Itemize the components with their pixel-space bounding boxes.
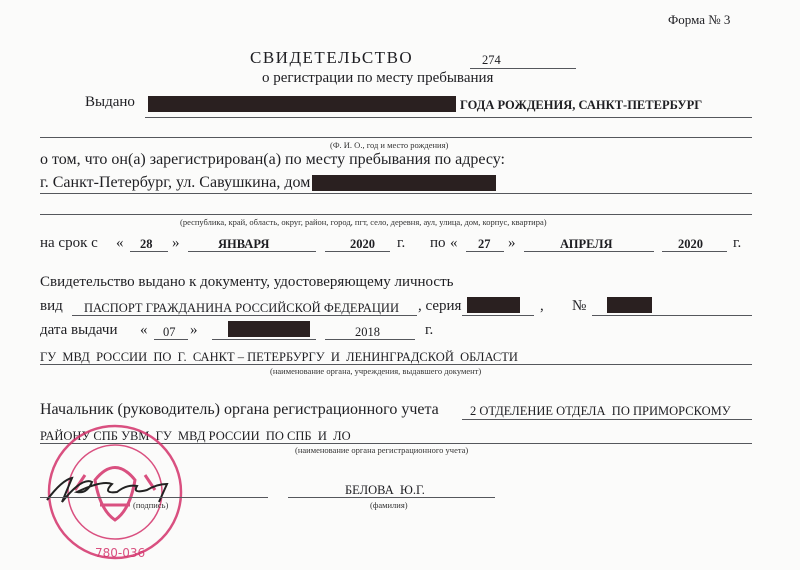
address-row: [40, 175, 496, 191]
issued-to-line-2: [40, 137, 752, 138]
to-day: 27: [478, 237, 491, 251]
address-line: [40, 193, 752, 194]
official-surname: БЕЛОВА Ю.Г.: [345, 483, 425, 497]
document-title: СВИДЕТЕЛЬСТВО: [250, 48, 414, 67]
from-day: 28: [140, 237, 153, 251]
to-month-line: [524, 251, 654, 252]
address-line-2: [40, 214, 752, 215]
series-line: [462, 315, 534, 316]
issue-date-label: дата выдачи: [40, 322, 118, 338]
issued-to-line: [145, 117, 752, 118]
address-value: г. Санкт-Петербург, ул. Савушкина, дом: [40, 174, 311, 191]
year-suffix: г.: [397, 235, 406, 251]
form-number: Форма № 3: [668, 12, 731, 27]
redacted-series: [467, 297, 520, 313]
number-line: [592, 315, 752, 316]
document-intro: Свидетельство выдано к документу, удостоверяющему личность: [40, 274, 454, 290]
to-label: по: [430, 235, 446, 251]
from-month: ЯНВАРЯ: [218, 237, 270, 251]
svg-text:780-036: 780-036: [95, 546, 146, 560]
issue-year-line: [325, 339, 415, 340]
to-year: 2020: [678, 237, 703, 251]
issuer-line: [40, 364, 752, 365]
from-year-line: [325, 251, 390, 252]
year-suffix: г.: [425, 322, 434, 338]
series-label: , серия: [418, 298, 462, 314]
address-caption: (республика, край, область, округ, район, город, пгт, село, деревня, аул, улица, дом, корпус, квартира): [180, 217, 547, 227]
issued-to-label: Выдано: [85, 94, 135, 110]
period-label: на срок с: [40, 235, 98, 251]
authority-value-1: 2 ОТДЕЛЕНИЕ ОТДЕЛА ПО ПРИМОРСКОМУ: [470, 404, 731, 418]
from-day-line: [130, 251, 168, 252]
to-month: АПРЕЛЯ: [560, 237, 613, 251]
from-month-line: [188, 251, 316, 252]
issued-to-suffix: ГОДА РОЖДЕНИЯ, САНКТ-ПЕТЕРБУРГ: [460, 98, 703, 112]
issue-year: 2018: [355, 325, 380, 339]
year-suffix: г.: [733, 235, 742, 251]
comma: ,: [540, 298, 544, 314]
authority-value-2: РАЙОНУ СПБ УВМ ГУ МВД РОССИИ ПО СПБ И ЛО: [40, 429, 351, 443]
number-label: №: [572, 298, 587, 314]
signature-line: [40, 497, 268, 498]
from-year: 2020: [350, 237, 375, 251]
document-type-line: [72, 315, 417, 316]
signature-caption: (подпись): [133, 500, 169, 510]
to-day-line: [466, 251, 504, 252]
issue-day: 07: [163, 325, 176, 339]
authority-line-1: [462, 419, 752, 420]
quote-open: «: [116, 235, 124, 251]
issuer-caption: (наименование органа, учреждения, выдавшего документ): [270, 366, 482, 376]
surname-caption: (фамилия): [370, 500, 408, 510]
redacted-issue-month: [228, 321, 310, 337]
redacted-house: [312, 175, 496, 191]
quote-close: »: [190, 322, 198, 338]
issuer: ГУ МВД РОССИИ ПО Г. САНКТ – ПЕТЕРБУРГУ И ЛЕНИНГРАДСКОЙ ОБЛАСТИ: [40, 350, 518, 364]
quote-open: «: [140, 322, 148, 338]
redacted-name: [148, 96, 456, 112]
quote-close: »: [508, 235, 516, 251]
certificate-number: 274: [482, 53, 501, 67]
to-year-line: [662, 251, 727, 252]
document-type-value: ПАСПОРТ ГРАЖДАНИНА РОССИЙСКОЙ ФЕДЕРАЦИИ: [84, 301, 399, 315]
address-intro: о том, что он(а) зарегистрирован(а) по месту пребывания по адресу:: [40, 151, 505, 168]
quote-open: «: [450, 235, 458, 251]
issue-month-line: [212, 339, 316, 340]
document-type-label: вид: [40, 298, 63, 314]
number-underline: [470, 68, 576, 69]
issue-day-line: [154, 339, 188, 340]
authority-caption: (наименование органа регистрационного учета): [295, 445, 469, 455]
issued-to-caption: (Ф. И. О., год и место рождения): [330, 140, 449, 150]
surname-line: [288, 497, 495, 498]
quote-close: »: [172, 235, 180, 251]
document-subtitle: о регистрации по месту пребывания: [262, 70, 494, 86]
redacted-number: [607, 297, 652, 313]
authority-label: Начальник (руководитель) органа регистрационного учета: [40, 401, 439, 418]
